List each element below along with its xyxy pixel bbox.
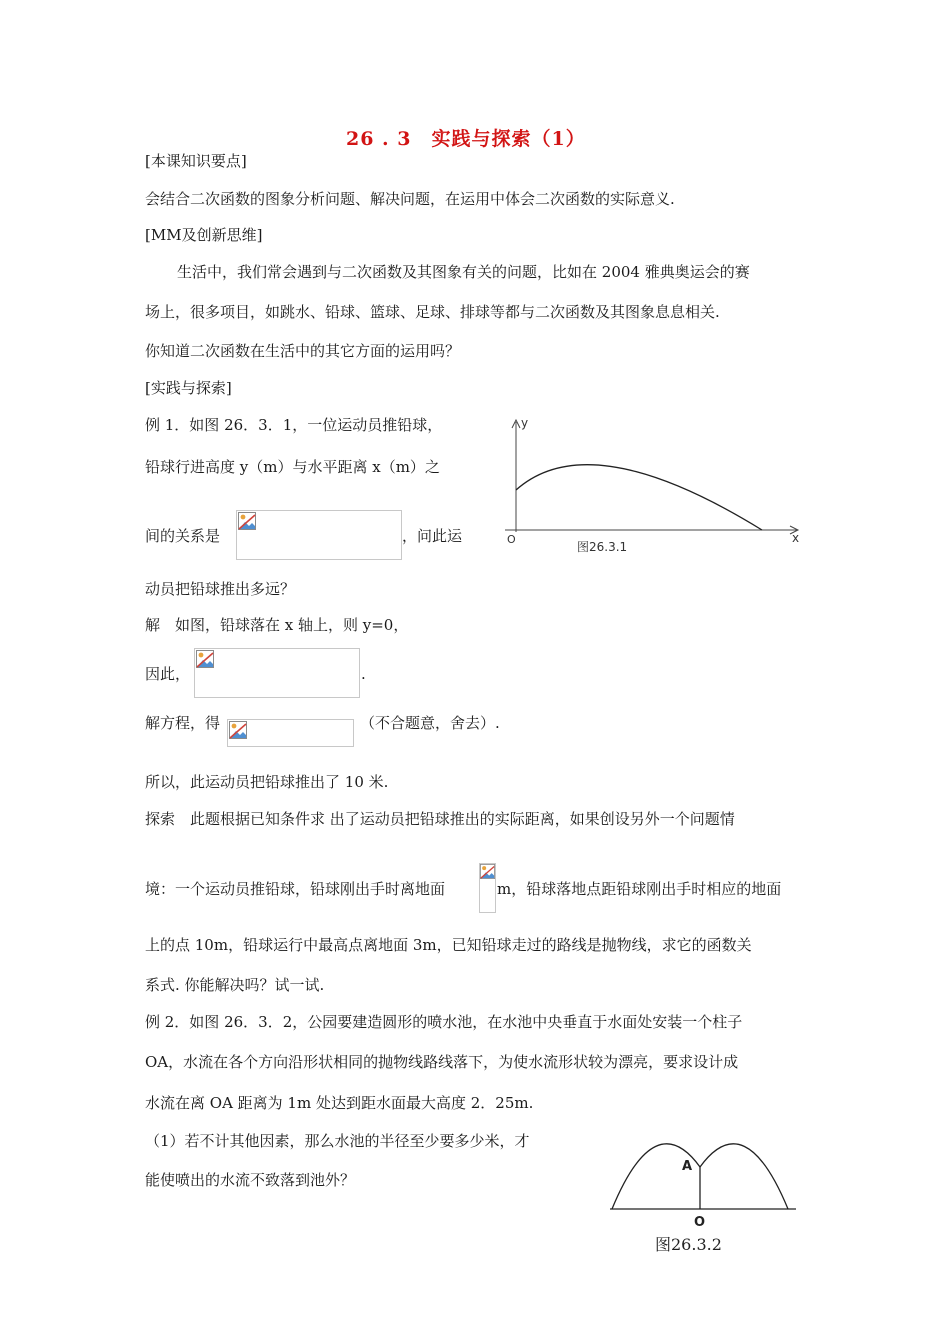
point-a-label: A: [682, 1159, 693, 1174]
example1-line2: 铅球行进高度 y（m）与水平距离 x（m）之: [145, 458, 440, 476]
example1-line1: 例 1．如图 26．3．1，一位运动员推铅球，: [145, 416, 443, 434]
knowledge-text: 会结合二次函数的图象分析问题、解决问题，在运用中体会二次函数的实际意义.: [145, 190, 675, 208]
knowledge-header: [本课知识要点]: [145, 152, 247, 170]
solution-line1: 解 如图，铅球落在 x 轴上，则 y=0，: [145, 616, 409, 634]
explore-line2a: 境：一个运动员推铅球，铅球刚出手时离地面: [145, 880, 446, 898]
solution-line3b: （不合题意，舍去）.: [360, 714, 500, 732]
x-axis-label: x: [792, 531, 800, 545]
solution-line2b: .: [361, 665, 366, 683]
example1-line3a: 间的关系是: [145, 527, 221, 545]
broken-image-icon: [480, 864, 495, 879]
formula-image-1: [236, 510, 402, 560]
broken-image-icon: [229, 721, 247, 739]
explore-line3: 上的点 10m，铅球运行中最高点离地面 3m，已知铅球走过的路线是抛物线，求它的函数关: [145, 936, 752, 954]
example2-line1: 例 2．如图 26．3．2，公园要建造圆形的喷水池，在水池中央垂直于水面处安装一个柱子: [145, 1013, 743, 1031]
formula-image-2: [194, 648, 360, 698]
right-water-arc: [700, 1144, 788, 1209]
figure-26-3-2: [605, 1125, 805, 1260]
solution-line2a: 因此，: [145, 665, 191, 683]
origin-label: O: [507, 533, 516, 546]
question1-line2: 能使喷出的水流不致落到池外？: [145, 1171, 356, 1189]
intro-line-2: 场上，很多项目，如跳水、铅球、篮球、足球、排球等都与二次函数及其图象息息相关.: [145, 303, 720, 321]
mm-header: [MM及创新思维]: [145, 226, 263, 244]
explore-line1: 探索 此题根据已知条件求 出了运动员把铅球推出的实际距离，如果创设另外一个问题情: [145, 810, 735, 828]
formula-image-4: [479, 863, 496, 913]
example1-line3b: ，问此运: [402, 527, 463, 545]
broken-image-icon: [196, 650, 214, 668]
formula-image-3: [227, 719, 354, 747]
example2-line2: OA，水流在各个方向沿形状相同的抛物线路线落下，为使水流形状较为漂亮，要求设计成: [145, 1053, 739, 1071]
intro-line-3: 你知道二次函数在生活中的其它方面的运用吗？: [145, 342, 461, 360]
intro-line-1: 生活中，我们常会遇到与二次函数及其图象有关的问题，比如在 2004 雅典奥运会的赛: [177, 263, 750, 281]
left-water-arc: [612, 1144, 700, 1209]
explore-line4: 系式. 你能解决吗？试一试.: [145, 976, 325, 994]
question1-line1: （1）若不计其他因素，那么水池的半径至少要多少米，才: [145, 1132, 530, 1150]
figure1-caption: 图26.3.1: [577, 540, 628, 554]
page-title: 26 . 3 实践与探索（1）: [346, 128, 586, 150]
point-o-label: O: [694, 1215, 706, 1230]
explore-line2b: m，铅球落地点距铅球刚出手时相应的地面: [497, 880, 782, 898]
figure-26-3-1: [500, 412, 810, 562]
example1-line4: 动员把铅球推出多远？: [145, 580, 296, 598]
y-axis-label: y: [521, 416, 529, 430]
example2-line3: 水流在离 OA 距离为 1m 处达到距水面最大高度 2．25m.: [145, 1094, 534, 1112]
broken-image-icon: [238, 512, 256, 530]
trajectory-curve: [516, 465, 762, 530]
figure2-caption: 图26.3.2: [655, 1235, 722, 1254]
practice-header: [实践与探索]: [145, 379, 232, 397]
solution-line4: 所以，此运动员把铅球推出了 10 米.: [145, 773, 389, 791]
solution-line3a: 解方程，得: [145, 714, 221, 732]
